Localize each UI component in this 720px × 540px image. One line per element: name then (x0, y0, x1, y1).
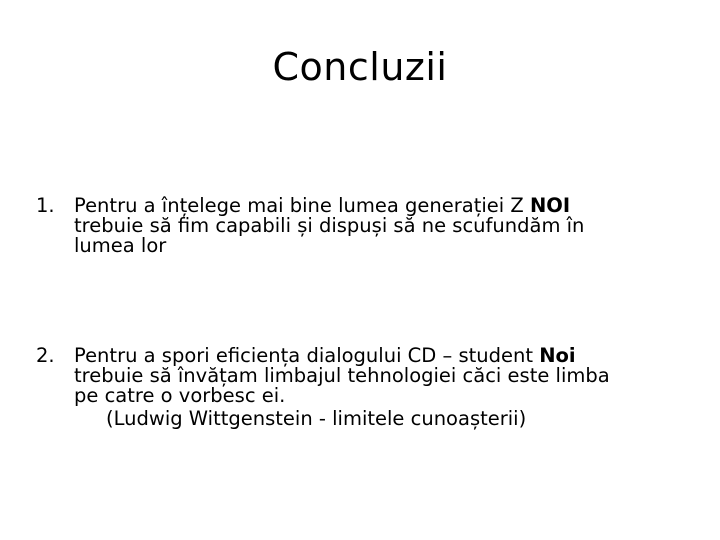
list-item-line: trebuie să învățam limbajul tehnologiei căci este limba (74, 364, 610, 387)
list-item (36, 346, 696, 429)
citation: (Ludwig Wittgenstein - limitele cunoașterii) (106, 407, 527, 430)
list-item-text (74, 196, 696, 256)
list-item-line (74, 196, 696, 216)
list-item-number: 1. (36, 194, 55, 217)
list-item-line-text: Pentru a înțelege mai bine lumea generației Z (74, 194, 530, 217)
list-item-line (74, 346, 696, 366)
emphasis-text: Noi (539, 344, 576, 367)
emphasis-text: NOI (529, 194, 571, 217)
list-item-number: 2. (36, 344, 55, 367)
list-item-line: lumea lor (74, 234, 167, 257)
list-item (36, 196, 696, 256)
slide-title: Concluzii (272, 45, 448, 89)
list-item-line: trebuie să fim capabili și dispuși să ne scufundăm în (74, 214, 585, 237)
list-item-text (74, 346, 696, 429)
list-item-line-text: Pentru a spori eficiența dialogului CD – student (74, 344, 540, 367)
list-item-line: pe catre o vorbesc ei. (74, 384, 286, 407)
